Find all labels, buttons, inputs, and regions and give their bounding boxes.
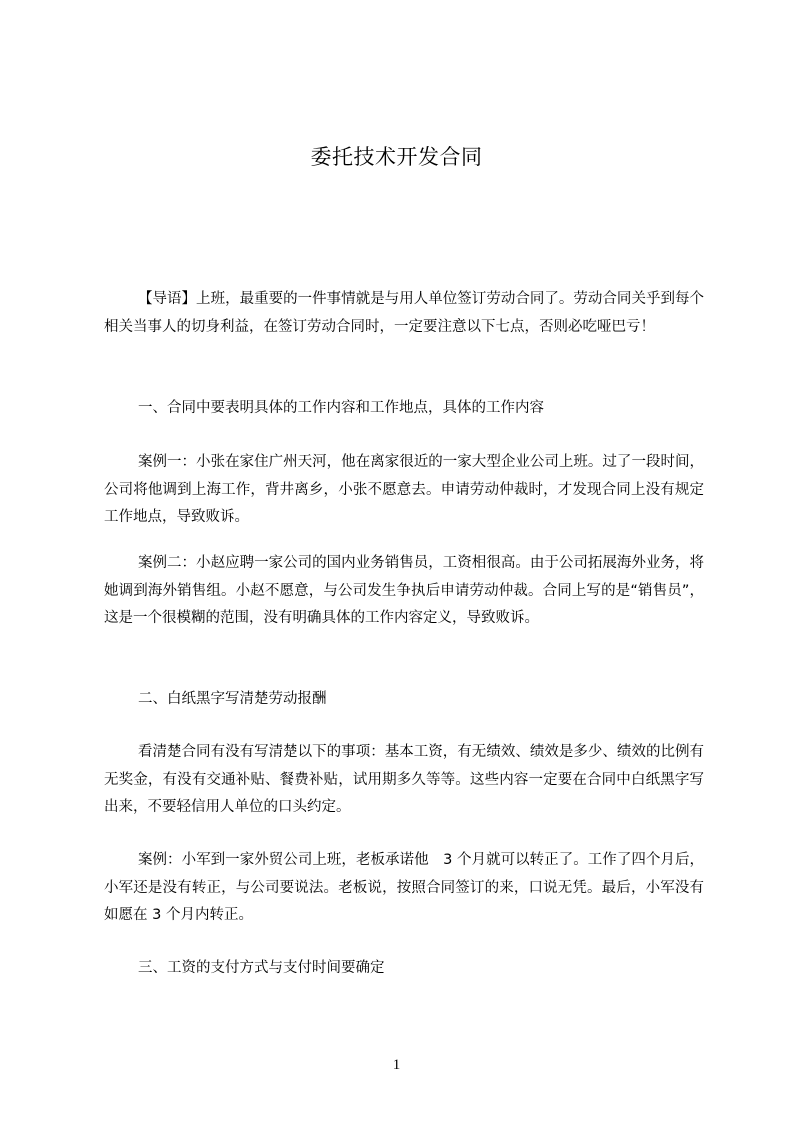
section-3-heading: 三、工资的支付方式与支付时间要确定 <box>138 960 385 976</box>
intro-paragraph: 【导语】上班，最重要的一件事情就是与用人单位签订劳动合同了。劳动合同关乎到每个相关当事人的切身利益，在签订劳动合同时，一定要注意以下七点，否则必吃哑巴亏！ <box>104 291 704 335</box>
page-number: 1 <box>392 1057 401 1073</box>
section-2-paragraph: 看清楚合同有没有写清楚以下的事项：基本工资，有无绩效、绩效是多少、绩效的比例有无奖金，有没有交通补贴、餐费补贴，试用期多久等等。这些内容一定要在合同中白纸黑字写出来，不要轻信用人单位的口头约定。 <box>104 744 704 815</box>
case-3-paragraph: 案例：小军到一家外贸公司上班，老板承诺他 3 个月就可以转正了。工作了四个月后，小军还是没有转正，与公司要说法。老板说，按照合同签订的来，口说无凭。最后，小军没有如愿在 3 个月内转正。 <box>104 852 704 923</box>
section-2-heading: 二、白纸黑字写清楚劳动报酬 <box>138 691 327 707</box>
case-2-paragraph: 案例二：小赵应聘一家公司的国内业务销售员，工资相很高。由于公司拓展海外业务，将她调到海外销售组。小赵不愿意，与公司发生争执后申请劳动仲裁。合同上写的是“销售员”，这是一个很模糊的范围，没有明确具体的工作内容定义，导致败诉。 <box>104 555 704 626</box>
section-1-heading: 一、合同中要表明具体的工作内容和工作地点，具体的工作内容 <box>138 400 544 416</box>
case-1-paragraph: 案例一：小张在家住广州天河，他在离家很近的一家大型企业公司上班。过了一段时间，公司将他调到上海工作，背井离乡，小张不愿意去。申请劳动仲裁时，才发现合同上没有规定工作地点，导致败诉。 <box>104 454 704 525</box>
document-title: 委托技术开发合同 <box>310 145 483 169</box>
